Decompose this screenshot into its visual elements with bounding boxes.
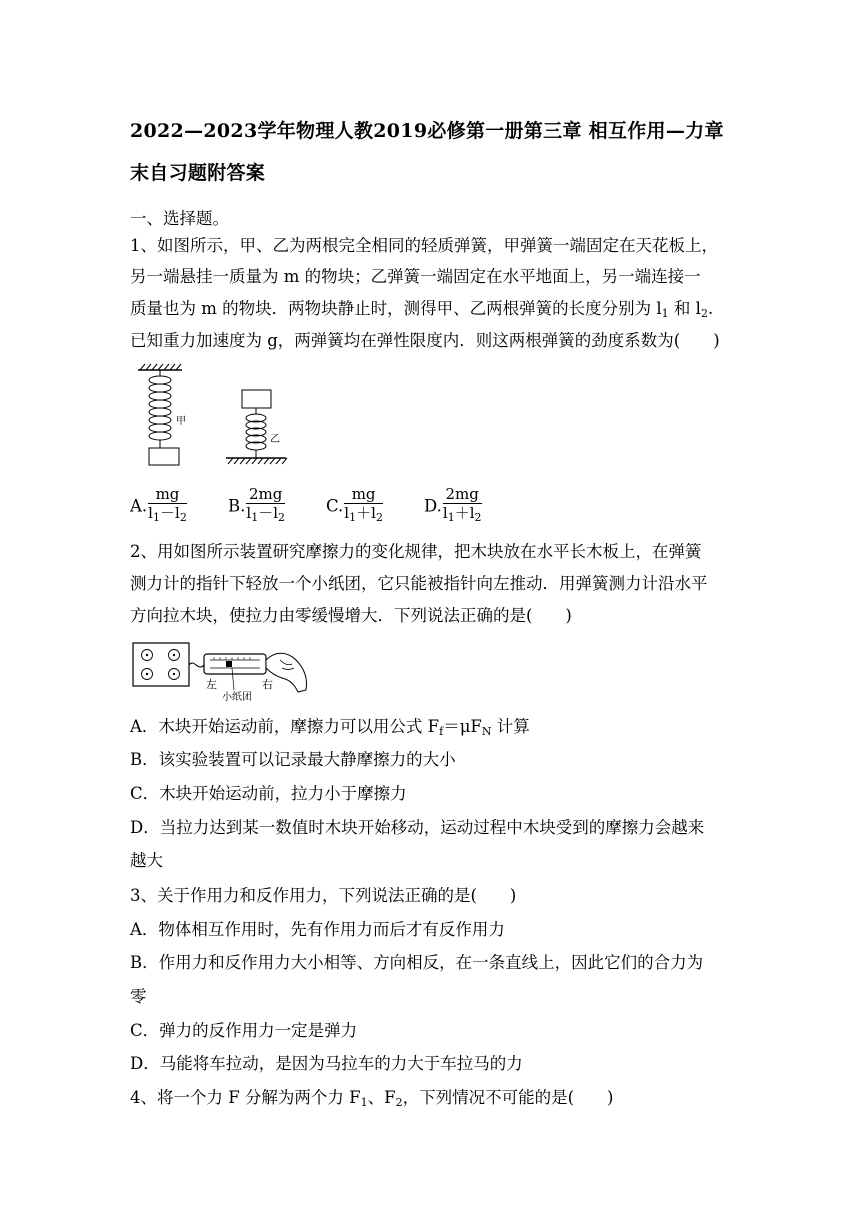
friction-apparatus-figure xyxy=(130,638,315,704)
label-left: 左 xyxy=(206,678,217,691)
q3-option-c: C．弹力的反作用力一定是弹力 xyxy=(130,1021,358,1040)
q3-option-d: D．马能将车拉动，是因为马拉车的力大于车拉马的力 xyxy=(130,1054,523,1073)
label-right: 右 xyxy=(262,678,273,691)
label-yi: 乙 xyxy=(270,434,280,445)
q1-option-c: C. $\frac{mg}{l_1+l_2}$ xyxy=(326,485,383,524)
q2-line-2: 测力计的指针下轻放一个小纸团，它只能被指针向左推动．用弹簧测力计沿水平 xyxy=(130,574,708,593)
q4-stem: 4、将一个力 F 分解为两个力 $F_1$、$F_2$，下列情况不可能的是( ) xyxy=(130,1088,614,1109)
q2-option-d-line-2: 越大 xyxy=(130,851,163,870)
q2-option-c: C．木块开始运动前，拉力小于摩擦力 xyxy=(130,784,407,803)
q1-line-3: 质量也为 m 的物块．两物块静止时，测得甲、乙两根弹簧的长度分别为 $l_1$ 和 $l_2$. xyxy=(130,299,714,320)
q2-option-d-line-1: D．当拉力达到某一数值时木块开始移动，运动过程中木块受到的摩擦力会越来 xyxy=(130,818,705,837)
q1-option-a: A. $\frac{mg}{l_1-l_2}$ xyxy=(130,485,187,524)
q3-option-b-line-2: 零 xyxy=(130,987,147,1006)
q3-option-b-line-1: B．作用力和反作用力大小相等、方向相反，在一条直线上，因此它们的合力为 xyxy=(130,953,704,972)
page-title: 2022—2023学年物理人教2019必修第一册第三章 相互作用—力章末自习题附答案 xyxy=(130,120,724,184)
label-paper-ball: 小纸团 xyxy=(222,692,252,703)
label-jia: 甲 xyxy=(176,416,186,427)
q2-line-1: 2、用如图所示装置研究摩擦力的变化规律，把木块放在水平长木板上，在弹簧 xyxy=(130,542,702,561)
q1-option-b: B. $\frac{2mg}{l_1-l_2}$ xyxy=(228,485,286,524)
q1-line-2: 另一端悬挂一质量为 m 的物块；乙弹簧一端固定在水平地面上，另一端连接一 xyxy=(130,267,701,286)
q2-option-b: B．该实验装置可以记录最大静摩擦力的大小 xyxy=(130,750,456,769)
section-heading: 一、选择题。 xyxy=(130,209,229,228)
q1-option-d: D. $\frac{2mg}{l_1+l_2}$ xyxy=(424,485,482,524)
q1-line-4: 已知重力加速度为 g，两弹簧均在弹性限度内．则这两根弹簧的劲度系数为( ) xyxy=(130,331,720,350)
q2-line-3: 方向拉木块，使拉力由零缓慢增大．下列说法正确的是( ) xyxy=(130,606,572,625)
spring-figure xyxy=(130,362,300,472)
q1-line-1: 1、如图所示，甲、乙为两根完全相同的轻质弹簧，甲弹簧一端固定在天花板上， xyxy=(130,236,718,255)
q3-stem: 3、关于作用力和反作用力，下列说法正确的是( ) xyxy=(130,886,517,905)
q2-option-a: A．木块开始运动前，摩擦力可以用公式 $F_f=\mu F_N$ 计算 xyxy=(130,717,530,738)
q3-option-a: A．物体相互作用时，先有作用力而后才有反作用力 xyxy=(130,920,505,939)
